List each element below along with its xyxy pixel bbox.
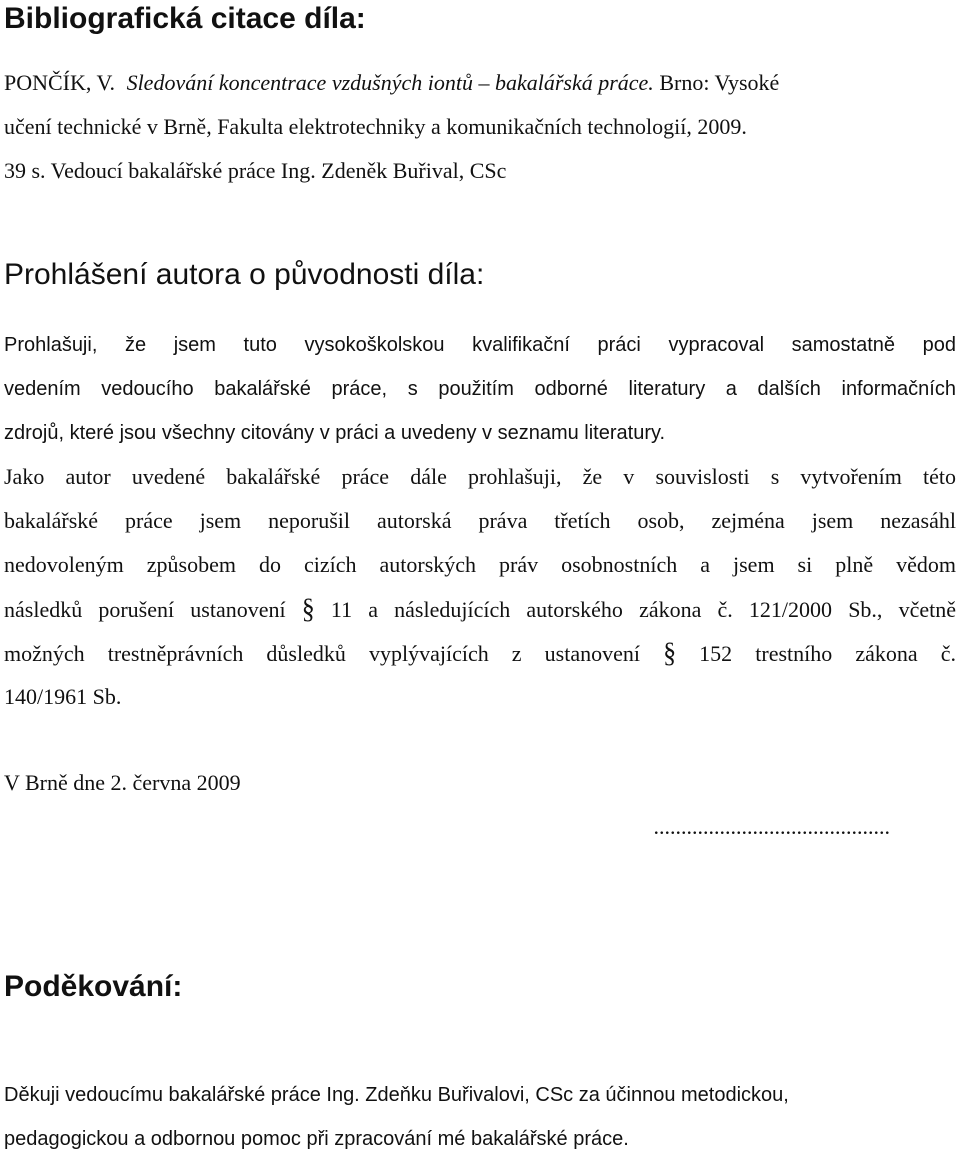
declaration-p2-line-1: Jako autor uvedené bakalářské práce dále prohlašuji, že v souvislosti s vytvořením této bbox=[4, 464, 956, 489]
citation-title: Sledování koncentrace vzdušných iontů – bakalářská práce. bbox=[126, 70, 654, 95]
section-sign: § bbox=[663, 636, 677, 669]
declaration-heading: Prohlášení autora o původnosti díla: bbox=[4, 258, 485, 291]
declaration-p2-line-4: následků porušení ustanovení § 11 a následujících autorského zákona č. 121/2000 Sb., včetně bbox=[4, 592, 956, 625]
citation-heading: Bibliografická citace díla: bbox=[4, 2, 366, 35]
signature-line: ........................................... bbox=[653, 814, 890, 839]
citation-author: PONČÍK, V. bbox=[4, 70, 116, 95]
citation-publisher: Brno: Vysoké bbox=[659, 70, 780, 95]
declaration-p1-line-3: zdrojů, které jsou všechny citovány v práci a uvedeny v seznamu literatury. bbox=[4, 422, 666, 444]
declaration-p1-line-1: Prohlašuji, že jsem tuto vysokoškolskou kvalifikační práci vypracoval samostatně pod bbox=[4, 334, 956, 356]
acknowledgement-line-1: Děkuji vedoucímu bakalářské práce Ing. Zdeňku Buřivalovi, CSc za účinnou metodickou, bbox=[4, 1084, 789, 1106]
declaration-p2-line-2: bakalářské práce jsem neporušil autorská práva třetích osob, zejména jsem nezasáhl bbox=[4, 508, 956, 533]
citation-line-1 bbox=[4, 70, 779, 96]
declaration-p2-line-6: 140/1961 Sb. bbox=[4, 684, 122, 709]
citation-line-2: učení technické v Brně, Fakulta elektrotechniky a komunikačních technologií, 2009. bbox=[4, 114, 747, 139]
section-sign: § bbox=[301, 592, 315, 625]
place-date: V Brně dne 2. června 2009 bbox=[4, 770, 241, 795]
acknowledgement-line-2: pedagogickou a odbornou pomoc při zpracování mé bakalářské práce. bbox=[4, 1128, 629, 1150]
declaration-p2-line-5: možných trestněprávních důsledků vyplývajících z ustanovení § 152 trestního zákona č. bbox=[4, 636, 956, 669]
declaration-p1-line-2: vedením vedoucího bakalářské práce, s použitím odborné literatury a dalších informačních bbox=[4, 378, 956, 400]
declaration-p2-line-3: nedovoleným způsobem do cizích autorských práv osobnostních a jsem si plně vědom bbox=[4, 552, 956, 577]
acknowledgement-heading: Poděkování: bbox=[4, 970, 183, 1003]
citation-line-3: 39 s. Vedoucí bakalářské práce Ing. Zdeněk Buřival, CSc bbox=[4, 158, 507, 183]
